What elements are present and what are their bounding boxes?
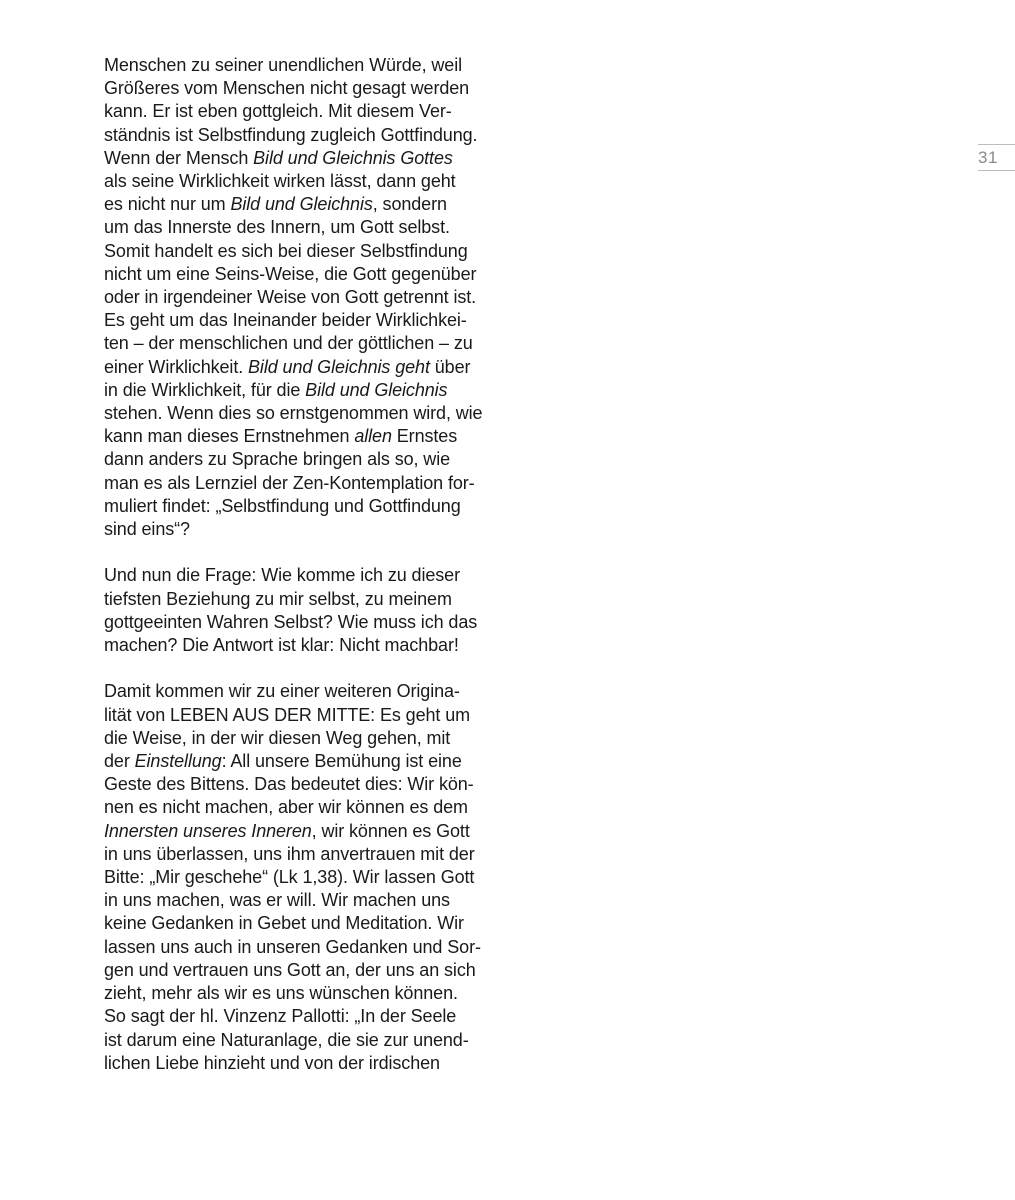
- text-segment: Es geht um das Ineinander beider Wirklichkei-: [104, 310, 467, 331]
- text-line: [104, 193, 484, 216]
- text-segment: gottgeeinten Wahren Selbst? Wie muss ich das: [104, 611, 478, 632]
- text-line: [104, 309, 484, 332]
- italic-text-segment: Bild und Gleichnis: [305, 379, 448, 400]
- text-line: [104, 820, 484, 843]
- text-line: [104, 170, 484, 193]
- text-line: [104, 1005, 484, 1028]
- text-line: [104, 704, 484, 727]
- text-segment: lassen uns auch in unseren Gedanken und Sor-: [104, 936, 481, 957]
- text-line: [104, 727, 484, 750]
- italic-text-segment: Einstellung: [134, 751, 222, 772]
- text-segment: zieht, mehr als wir es uns wünschen können.: [104, 983, 458, 1004]
- page-number: 31: [978, 148, 998, 167]
- text-line: [104, 332, 484, 355]
- text-line: [104, 796, 484, 819]
- text-line: [104, 448, 484, 471]
- italic-text-segment: Bild und Gleichnis geht: [248, 356, 430, 377]
- text-line: [104, 124, 484, 147]
- text-segment: lität von LEBEN AUS DER MITTE: Es geht um: [104, 704, 471, 725]
- text-line: [104, 100, 484, 123]
- text-line: [104, 680, 484, 703]
- text-segment: dann anders zu Sprache bringen als so, wie: [104, 449, 451, 470]
- text-segment: sind eins“?: [104, 519, 190, 540]
- text-segment: : All unsere Bemühung ist eine: [221, 751, 462, 772]
- text-segment: Ernstes: [391, 426, 458, 447]
- text-line: [104, 889, 484, 912]
- italic-text-segment: allen: [354, 426, 392, 447]
- text-segment: Größeres vom Menschen nicht gesagt werden: [104, 78, 470, 99]
- text-segment: gen und vertrauen uns Gott an, der uns an sich: [104, 959, 476, 980]
- italic-text-segment: Bild und Gleichnis Gottes: [253, 147, 453, 168]
- text-segment: keine Gedanken in Gebet und Meditation. Wir: [104, 913, 464, 934]
- text-line: [104, 982, 484, 1005]
- text-segment: die Weise, in der wir diesen Weg gehen, mit: [104, 727, 451, 748]
- text-segment: ständnis ist Selbstfindung zugleich Gottfindung.: [104, 124, 478, 145]
- text-line: [104, 379, 484, 402]
- italic-text-segment: Bild und Gleichnis: [230, 194, 373, 215]
- text-line: [104, 1052, 484, 1075]
- text-line: [104, 866, 484, 889]
- page-body-text: [104, 54, 484, 1098]
- text-segment: der: [104, 751, 135, 772]
- text-segment: tiefsten Beziehung zu mir selbst, zu meinem: [104, 588, 452, 609]
- text-segment: Bitte: „Mir geschehe“ (Lk 1,38). Wir lassen Gott: [104, 867, 475, 888]
- text-segment: ten – der menschlichen und der göttlichen – zu: [104, 333, 473, 354]
- paragraph: [104, 564, 484, 657]
- text-segment: Und nun die Frage: Wie komme ich zu dieser: [104, 565, 460, 586]
- text-line: [104, 936, 484, 959]
- text-segment: man es als Lernziel der Zen-Kontemplation for-: [104, 472, 475, 493]
- italic-text-segment: Innersten unseres Inneren: [104, 820, 312, 841]
- text-segment: , sondern: [372, 194, 447, 215]
- text-segment: über: [429, 356, 471, 377]
- text-segment: So sagt der hl. Vinzenz Pallotti: „In der Seele: [104, 1006, 457, 1027]
- text-line: [104, 564, 484, 587]
- text-segment: Menschen zu seiner unendlichen Würde, weil: [104, 55, 462, 75]
- text-line: [104, 286, 484, 309]
- text-line: [104, 611, 484, 634]
- text-line: [104, 356, 484, 379]
- text-segment: einer Wirklichkeit.: [104, 356, 249, 377]
- text-line: [104, 240, 484, 263]
- text-segment: muliert findet: „Selbstfindung und Gottfindung: [104, 495, 461, 516]
- text-line: [104, 518, 484, 541]
- text-segment: in uns machen, was er will. Wir machen uns: [104, 890, 450, 911]
- text-segment: in uns überlassen, uns ihm anvertrauen mit der: [104, 843, 475, 864]
- text-segment: machen? Die Antwort ist klar: Nicht machbar!: [104, 635, 459, 656]
- text-line: [104, 1029, 484, 1052]
- text-line: [104, 843, 484, 866]
- page-number-box: [978, 144, 1015, 171]
- text-line: [104, 495, 484, 518]
- text-segment: Damit kommen wir zu einer weiteren Origina-: [104, 681, 460, 702]
- text-line: [104, 263, 484, 286]
- paragraph: [104, 680, 484, 1074]
- text-line: [104, 77, 484, 100]
- text-segment: kann. Er ist eben gottgleich. Mit diesem Ver-: [104, 101, 452, 122]
- text-segment: um das Innerste des Innern, um Gott selbst.: [104, 217, 450, 238]
- text-line: [104, 402, 484, 425]
- text-line: [104, 750, 484, 773]
- text-segment: es nicht nur um: [104, 194, 231, 215]
- paragraph: [104, 54, 484, 541]
- text-segment: nen es nicht machen, aber wir können es dem: [104, 797, 468, 818]
- text-segment: nicht um eine Seins-Weise, die Gott gegenüber: [104, 263, 477, 284]
- text-line: [104, 216, 484, 239]
- text-segment: lichen Liebe hinzieht und von der irdischen: [104, 1052, 440, 1073]
- text-line: [104, 425, 484, 448]
- text-line: [104, 54, 484, 77]
- text-line: [104, 588, 484, 611]
- text-segment: Wenn der Mensch: [104, 147, 254, 168]
- text-segment: Somit handelt es sich bei dieser Selbstfindung: [104, 240, 468, 261]
- text-line: [104, 912, 484, 935]
- text-segment: , wir können es Gott: [311, 820, 470, 841]
- text-line: [104, 472, 484, 495]
- text-segment: Geste des Bittens. Das bedeutet dies: Wir kön-: [104, 774, 474, 795]
- text-segment: stehen. Wenn dies so ernstgenommen wird, wie: [104, 403, 483, 424]
- text-line: [104, 634, 484, 657]
- text-segment: kann man dieses Ernstnehmen: [104, 426, 355, 447]
- text-line: [104, 959, 484, 982]
- text-line: [104, 773, 484, 796]
- text-line: [104, 147, 484, 170]
- text-segment: oder in irgendeiner Weise von Gott getrennt ist.: [104, 287, 477, 308]
- text-segment: ist darum eine Naturanlage, die sie zur unend-: [104, 1029, 469, 1050]
- text-segment: als seine Wirklichkeit wirken lässt, dann geht: [104, 171, 456, 192]
- text-segment: in die Wirklichkeit, für die: [104, 379, 306, 400]
